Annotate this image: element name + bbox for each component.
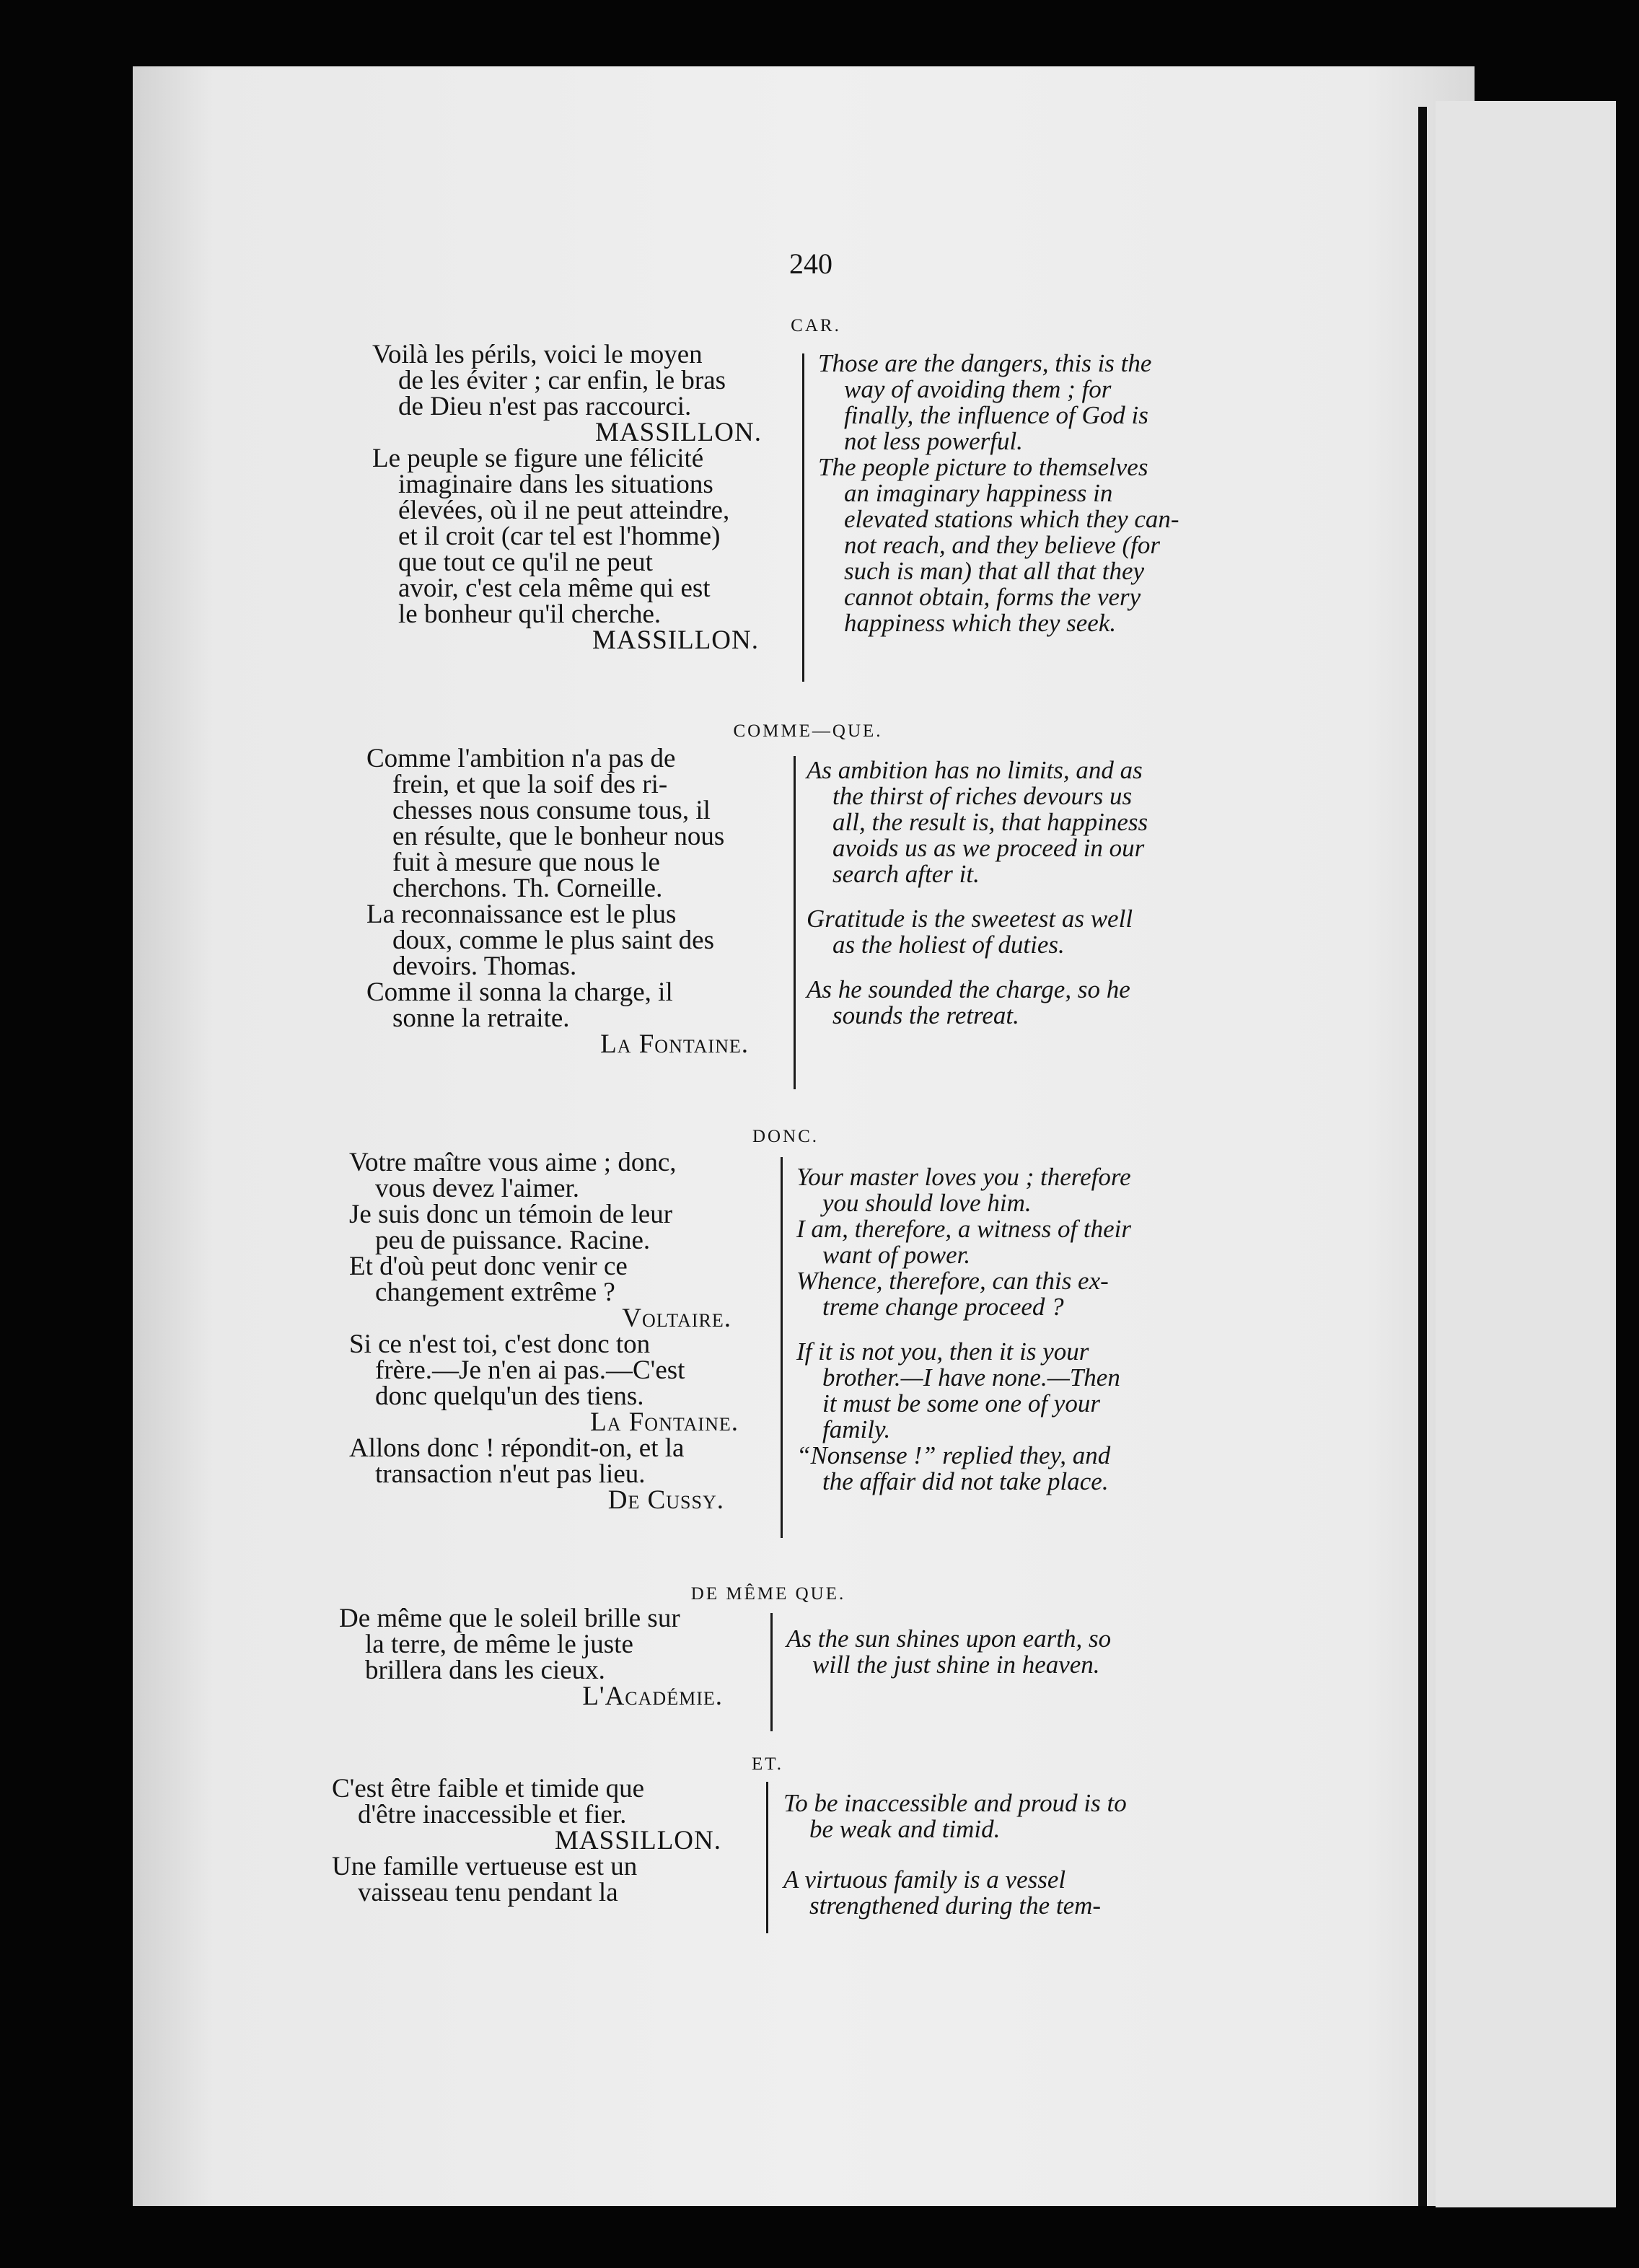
- author-attribution: MASSILLON.: [555, 1826, 721, 1855]
- text-line: vaisseau tenu pendant la: [358, 1878, 618, 1907]
- author-attribution: La Fontaine.: [600, 1029, 749, 1059]
- english-entry: [796, 1268, 1244, 1320]
- text-line: Et d'où peut donc venir ce: [349, 1252, 628, 1281]
- french-column-de-meme-que: [339, 1606, 765, 1710]
- text-line: en résulte, que le bonheur nous: [392, 822, 725, 851]
- text-line: will the just shine in heaven.: [812, 1651, 1100, 1679]
- section-heading-et: ET.: [752, 1754, 783, 1774]
- text-line: frein, et que la soif des ri-: [392, 770, 668, 799]
- text-line: finally, the influence of God is: [844, 401, 1148, 429]
- text-line: all, the result is, that happiness: [832, 808, 1148, 836]
- french-entry: [349, 1150, 775, 1202]
- text-line: To be inaccessible and proud is to: [783, 1789, 1127, 1817]
- text-line: doux, comme le plus saint des: [392, 926, 714, 955]
- text-line: avoids us as we proceed in our: [832, 834, 1145, 862]
- text-line: vous devez l'aimer.: [375, 1174, 580, 1203]
- text-line: frère.—Je n'en ai pas.—C'est: [375, 1355, 685, 1385]
- text-line: Voilà les périls, voici le moyen: [372, 340, 703, 369]
- english-entry: [818, 351, 1251, 454]
- english-column-de-meme-que: [786, 1626, 1234, 1678]
- section-heading-donc: DONC.: [752, 1127, 820, 1146]
- text-line: le bonheur qu'il cherche.: [398, 599, 662, 629]
- text-line: La reconnaissance est le plus: [366, 900, 677, 929]
- text-line: brother.—I have none.—Then: [822, 1363, 1120, 1392]
- page-number: 240: [789, 247, 832, 280]
- text-line: the affair did not take place.: [822, 1467, 1109, 1495]
- text-line: it must be some one of your: [822, 1389, 1100, 1418]
- text-line: I am, therefore, a witness of their: [796, 1215, 1132, 1243]
- text-line: Comme l'ambition n'a pas de: [366, 744, 676, 773]
- text-line: want of power.: [822, 1241, 971, 1269]
- text-line: Comme il sonna la charge, il: [366, 977, 673, 1007]
- text-line: transaction n'eut pas lieu.: [375, 1459, 646, 1489]
- text-line: changement extrême ?: [375, 1278, 615, 1307]
- text-line: treme change proceed ?: [822, 1293, 1064, 1321]
- french-entry: [349, 1329, 775, 1437]
- text-line: la terre, de même le juste: [365, 1630, 633, 1659]
- text-line: de Dieu n'est pas raccourci.: [398, 392, 692, 421]
- text-line: As he sounded the charge, so he: [807, 975, 1130, 1003]
- text-line: Whence, therefore, can this ex-: [796, 1267, 1109, 1295]
- text-line: et il croit (car tel est l'homme): [398, 522, 721, 551]
- text-line: Gratitude is the sweetest as well: [807, 905, 1133, 933]
- text-line: imaginaire dans les situations: [398, 470, 713, 499]
- text-line: strengthened during the tem-: [809, 1891, 1102, 1920]
- facing-page-edge: [1436, 101, 1616, 2207]
- french-entry: [332, 1776, 757, 1854]
- section-heading-comme-que: COMME—QUE.: [733, 721, 883, 741]
- text-line: Une famille vertueuse est un: [332, 1852, 638, 1881]
- text-line: be weak and timid.: [809, 1815, 1001, 1843]
- text-line: Le peuple se figure une félicité: [372, 444, 704, 473]
- french-entry: [366, 746, 785, 902]
- english-entry: [796, 1164, 1244, 1216]
- english-column-car: [818, 351, 1251, 636]
- english-entry: [807, 977, 1239, 1029]
- english-entry: [786, 1626, 1234, 1678]
- english-entry: [796, 1339, 1244, 1443]
- page-spine-shadow: [1418, 107, 1427, 2206]
- french-entry: [349, 1202, 775, 1254]
- text-line: sounds the retreat.: [832, 1001, 1019, 1029]
- text-line: family.: [822, 1415, 891, 1443]
- text-line: de les éviter ; car enfin, le bras: [398, 366, 726, 395]
- author-attribution: De Cussy.: [607, 1485, 724, 1515]
- text-line: devoirs. Thomas.: [392, 951, 577, 981]
- text-line: “Nonsense !” replied they, and: [796, 1441, 1111, 1469]
- text-line: que tout ce qu'il ne peut: [398, 548, 653, 577]
- text-line: peu de puissance. Racine.: [375, 1226, 651, 1255]
- french-entry: [349, 1254, 775, 1332]
- english-entry: [807, 757, 1239, 887]
- english-entry: [807, 906, 1239, 958]
- english-entry: [796, 1216, 1244, 1268]
- french-entry: [339, 1606, 765, 1710]
- text-line: way of avoiding them ; for: [844, 375, 1112, 403]
- text-line: d'être inaccessible et fier.: [358, 1800, 627, 1829]
- section-heading-de-meme-que: DE MÊME QUE.: [690, 1584, 846, 1604]
- french-entry: [332, 1854, 757, 1906]
- french-entry: [372, 446, 791, 654]
- english-column-comme-que: [807, 757, 1239, 1029]
- text-line: as the holiest of duties.: [832, 931, 1065, 959]
- french-column-et: [332, 1776, 757, 1906]
- text-line: the thirst of riches devours us: [832, 782, 1133, 810]
- english-entry: [796, 1443, 1244, 1495]
- french-entry: [372, 342, 791, 446]
- english-entry: [783, 1867, 1231, 1919]
- text-line: cannot obtain, forms the very: [844, 583, 1141, 611]
- column-divider: [770, 1613, 773, 1731]
- text-line: an imaginary happiness in: [844, 479, 1113, 507]
- text-line: Votre maître vous aime ; donc,: [349, 1148, 677, 1177]
- text-line: not reach, and they believe (for: [844, 531, 1160, 559]
- english-entry: [818, 454, 1251, 636]
- text-line: As the sun shines upon earth, so: [786, 1625, 1112, 1653]
- text-line: search after it.: [832, 860, 980, 888]
- french-entry: [366, 977, 785, 1059]
- section-heading-car: CAR.: [791, 316, 841, 335]
- text-line: A virtuous family is a vessel: [783, 1865, 1066, 1894]
- text-line: cherchons. Th. Corneille.: [392, 874, 663, 903]
- french-column-car: [372, 342, 791, 654]
- text-line: De même que le soleil brille sur: [339, 1604, 680, 1633]
- text-line: Je suis donc un témoin de leur: [349, 1200, 673, 1229]
- text-line: The people picture to themselves: [818, 453, 1148, 481]
- text-line: donc quelqu'un des tiens.: [375, 1381, 644, 1411]
- text-line: If it is not you, then it is your: [796, 1337, 1089, 1366]
- text-line: élevées, où il ne peut atteindre,: [398, 496, 730, 525]
- text-line: not less powerful.: [844, 427, 1023, 455]
- english-column-donc: [796, 1164, 1244, 1495]
- author-attribution: Voltaire.: [622, 1304, 731, 1333]
- text-line: sonne la retraite.: [392, 1003, 570, 1033]
- text-line: happiness which they seek.: [844, 609, 1117, 637]
- text-line: Your master loves you ; therefore: [796, 1163, 1131, 1191]
- text-line: such is man) that all that they: [844, 557, 1145, 585]
- text-line: avoir, c'est cela même qui est: [398, 573, 711, 603]
- text-line: brillera dans les cieux.: [365, 1656, 605, 1685]
- french-column-comme-que: [366, 746, 785, 1058]
- text-line: Allons donc ! répondit-on, et la: [349, 1433, 685, 1463]
- french-entry: [366, 902, 785, 980]
- author-attribution: MASSILLON.: [592, 625, 759, 655]
- author-attribution: MASSILLON.: [595, 418, 762, 447]
- text-line: fuit à mesure que nous le: [392, 848, 660, 877]
- text-line: chesses nous consume tous, il: [392, 796, 711, 825]
- column-divider: [802, 353, 804, 682]
- author-attribution: La Fontaine.: [590, 1407, 739, 1437]
- text-line: you should love him.: [822, 1189, 1032, 1217]
- french-entry: [349, 1433, 775, 1515]
- english-column-et: [783, 1790, 1231, 1919]
- text-line: Those are the dangers, this is the: [818, 349, 1152, 377]
- column-divider: [794, 756, 796, 1089]
- text-line: elevated stations which they can-: [844, 505, 1179, 533]
- text-line: As ambition has no limits, and as: [807, 756, 1143, 784]
- text-line: Si ce n'est toi, c'est donc ton: [349, 1329, 651, 1359]
- french-column-donc: [349, 1150, 775, 1513]
- column-divider: [766, 1782, 768, 1933]
- column-divider: [781, 1157, 783, 1538]
- text-line: C'est être faible et timide que: [332, 1774, 645, 1803]
- author-attribution: L'Académie.: [582, 1682, 723, 1711]
- english-entry: [783, 1790, 1231, 1842]
